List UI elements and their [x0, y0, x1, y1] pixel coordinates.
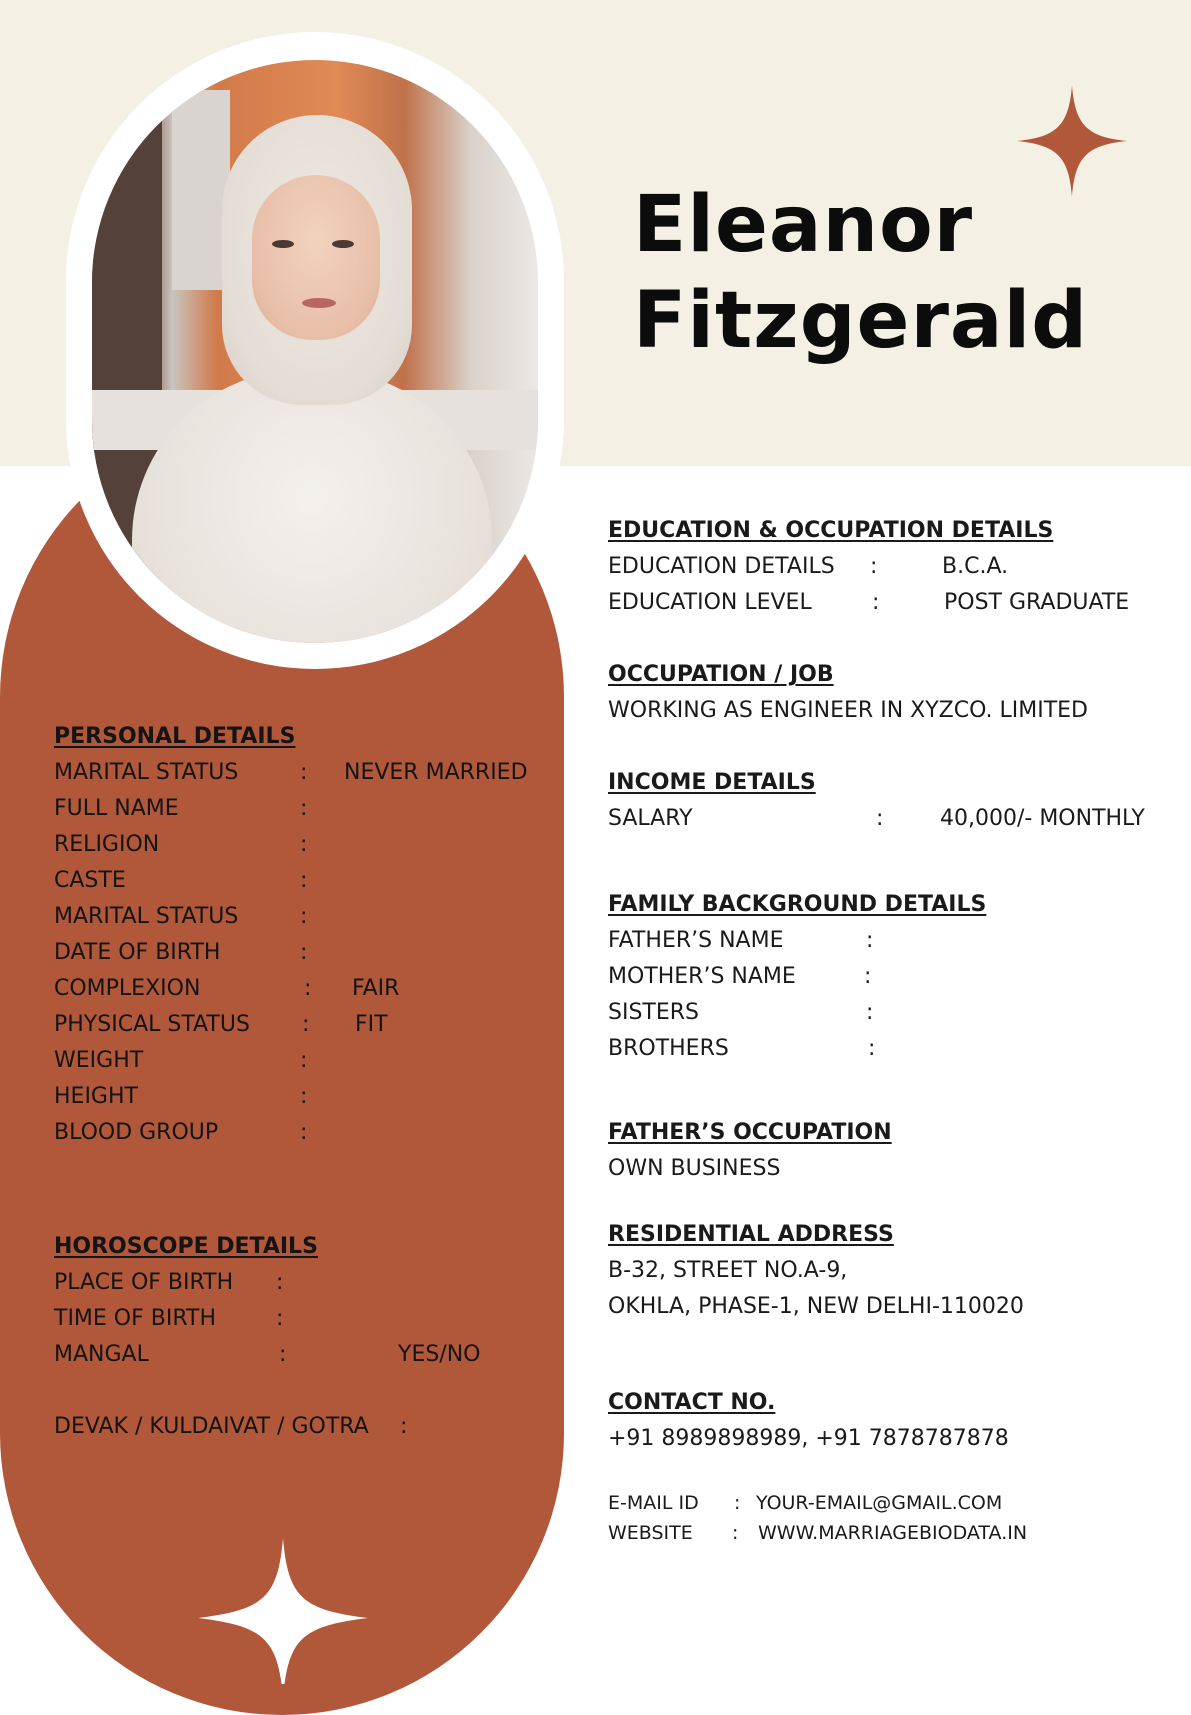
education-value: POST GRADUATE: [944, 590, 1130, 615]
horoscope-details-title: HOROSCOPE DETAILS: [54, 1234, 318, 1259]
personal-sep: :: [304, 976, 312, 1001]
father-occupation-text: OWN BUSINESS: [608, 1156, 781, 1181]
website-sep: :: [732, 1522, 739, 1544]
income-details-title: INCOME DETAILS: [608, 770, 816, 795]
personal-value: NEVER MARRIED: [344, 760, 528, 785]
family-label: MOTHER’S NAME: [608, 964, 796, 989]
personal-sep: :: [300, 760, 308, 785]
personal-sep: :: [300, 868, 308, 893]
family-label: SISTERS: [608, 1000, 700, 1025]
education-label: EDUCATION LEVEL: [608, 590, 812, 615]
education-label: EDUCATION DETAILS: [608, 554, 835, 579]
education-sep: :: [872, 590, 880, 615]
personal-label: RELIGION: [54, 832, 160, 857]
salary-sep: :: [876, 806, 884, 831]
email-value: YOUR-EMAIL@GMAIL.COM: [756, 1492, 1003, 1514]
first-name: Eleanor: [633, 180, 974, 270]
personal-sep: :: [300, 1120, 308, 1145]
family-sep: :: [868, 1036, 876, 1061]
last-name: Fitzgerald: [633, 276, 1089, 366]
personal-value: FAIR: [352, 976, 400, 1001]
address-line-1: B-32, STREET NO.A-9,: [608, 1258, 848, 1283]
residential-address-title: RESIDENTIAL ADDRESS: [608, 1222, 894, 1247]
occupation-title: OCCUPATION / JOB: [608, 662, 834, 687]
horoscope-sep: :: [279, 1342, 287, 1367]
family-label: BROTHERS: [608, 1036, 729, 1061]
horoscope-sep: :: [276, 1306, 284, 1331]
family-sep: :: [866, 928, 874, 953]
horoscope-label: MANGAL: [54, 1342, 149, 1367]
personal-sep: :: [300, 1084, 308, 1109]
horoscope-label: TIME OF BIRTH: [54, 1306, 217, 1331]
personal-label: COMPLEXION: [54, 976, 201, 1001]
personal-sep: :: [300, 832, 308, 857]
four-point-star-icon: [1017, 85, 1127, 197]
family-sep: :: [864, 964, 872, 989]
personal-label: MARITAL STATUS: [54, 904, 239, 929]
family-label: FATHER’S NAME: [608, 928, 784, 953]
personal-label: PHYSICAL STATUS: [54, 1012, 250, 1037]
phone-numbers: +91 8989898989, +91 7878787878: [608, 1426, 1009, 1451]
address-line-2: OKHLA, PHASE-1, NEW DELHI-110020: [608, 1294, 1024, 1319]
personal-label: CASTE: [54, 868, 126, 893]
personal-details-title: PERSONAL DETAILS: [54, 724, 296, 749]
family-background-title: FAMILY BACKGROUND DETAILS: [608, 892, 987, 917]
personal-sep: :: [300, 1048, 308, 1073]
personal-sep: :: [300, 796, 308, 821]
salary-label: SALARY: [608, 806, 693, 831]
father-occupation-title: FATHER’S OCCUPATION: [608, 1120, 892, 1145]
education-details-title: EDUCATION & OCCUPATION DETAILS: [608, 518, 1054, 543]
personal-sep: :: [300, 940, 308, 965]
horoscope-label: PLACE OF BIRTH: [54, 1270, 234, 1295]
website-label: WEBSITE: [608, 1522, 693, 1544]
personal-label: HEIGHT: [54, 1084, 138, 1109]
contact-title: CONTACT NO.: [608, 1390, 776, 1415]
four-point-star-icon: [198, 1538, 368, 1684]
family-sep: :: [866, 1000, 874, 1025]
personal-label: MARITAL STATUS: [54, 760, 239, 785]
personal-label: FULL NAME: [54, 796, 179, 821]
education-value: B.C.A.: [942, 554, 1009, 579]
personal-sep: :: [302, 1012, 310, 1037]
personal-label: BLOOD GROUP: [54, 1120, 219, 1145]
personal-sep: :: [300, 904, 308, 929]
personal-value: FIT: [355, 1012, 388, 1037]
personal-label: DATE OF BIRTH: [54, 940, 221, 965]
occupation-text: WORKING AS ENGINEER IN XYZCO. LIMITED: [608, 698, 1088, 723]
salary-value: 40,000/- MONTHLY: [940, 806, 1145, 831]
email-sep: :: [734, 1492, 741, 1514]
education-sep: :: [870, 554, 878, 579]
gotra-label: DEVAK / KULDAIVAT / GOTRA: [54, 1414, 369, 1439]
website-value: WWW.MARRIAGEBIODATA.IN: [758, 1522, 1028, 1544]
horoscope-sep: :: [276, 1270, 284, 1295]
email-label: E-MAIL ID: [608, 1492, 699, 1514]
profile-photo: [92, 60, 538, 643]
horoscope-value: YES/NO: [398, 1342, 481, 1367]
gotra-sep: :: [400, 1414, 408, 1439]
personal-label: WEIGHT: [54, 1048, 144, 1073]
